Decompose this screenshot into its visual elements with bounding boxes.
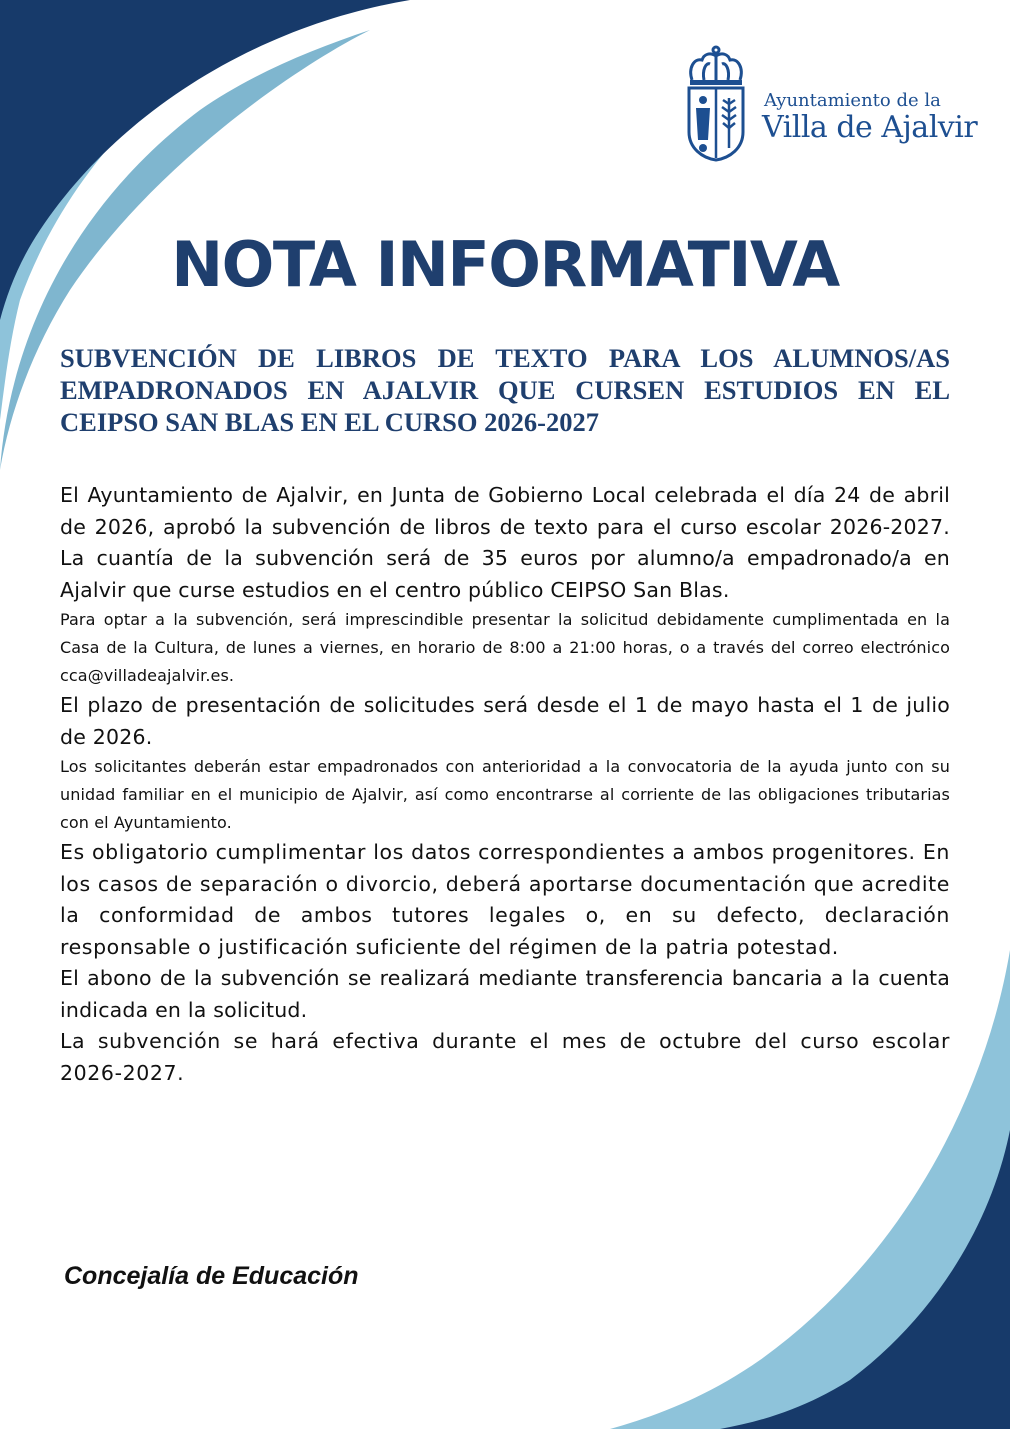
paragraph-payment: El abono de la subvención se realizará mediante transferencia bancaria a la cuenta indicada en la solicitud. [60,966,950,1022]
logo-line-1: Ayuntamiento de la [764,90,941,111]
page-title: NOTA INFORMATIVA [171,228,839,301]
paragraph-parents: Es obligatorio cumplimentar los datos correspondientes a ambos progenitores. En los casos de separación o divorcio, deberá aportarse documentación que acredite la conformidad de ambos tutores legales o, en su defecto, declaración responsable o justificación suficiente del régimen de la patria potestad. [60,840,950,959]
municipal-logo [684,44,984,164]
coat-of-arms-icon [684,44,748,162]
page-subtitle: SUBVENCIÓN DE LIBROS DE TEXTO PARA LOS ALUMNOS/AS EMPADRONADOS EN AJALVIR QUE CURSEN ESTUDIOS EN EL CEIPSO SAN BLAS EN EL CURSO 2026-2027 [60,343,950,437]
signature-department: Concejalía de Educación [64,1262,359,1290]
paragraph-deadline: El plazo de presentación de solicitudes será desde el 1 de mayo hasta el 1 de julio de 2026. [60,693,950,749]
notice-body [60,480,950,1089]
paragraph-requirements: Los solicitantes deberán estar empadronados con anterioridad a la convocatoria de la ayuda junto con su unidad familiar en el municipio de Ajalvir, así como encontrarse al corriente de las obligaciones tributarias con el Ayuntamiento. [60,757,950,832]
paragraph-approval: El Ayuntamiento de Ajalvir, en Junta de Gobierno Local celebrada el día 24 de abril de 2026, aprobó la subvención de libros de texto para el curso escolar 2026-2027. La cuantía de la subvención será de 35 euros por alumno/a empadronado/a en Ajalvir que curse estudios en el centro público CEIPSO San Blas. [60,483,950,602]
paragraph-effective-date: La subvención se hará efectiva durante el mes de octubre del curso escolar 2026-2027. [60,1029,950,1085]
paragraph-application: Para optar a la subvención, será imprescindible presentar la solicitud debidamente cumplimentada en la Casa de la Cultura, de lunes a viernes, en horario de 8:00 a 21:00 horas, o a través del correo electrónico cca@villadeajalvir.es. [60,610,950,685]
logo-line-2: Villa de Ajalvir [762,110,978,145]
